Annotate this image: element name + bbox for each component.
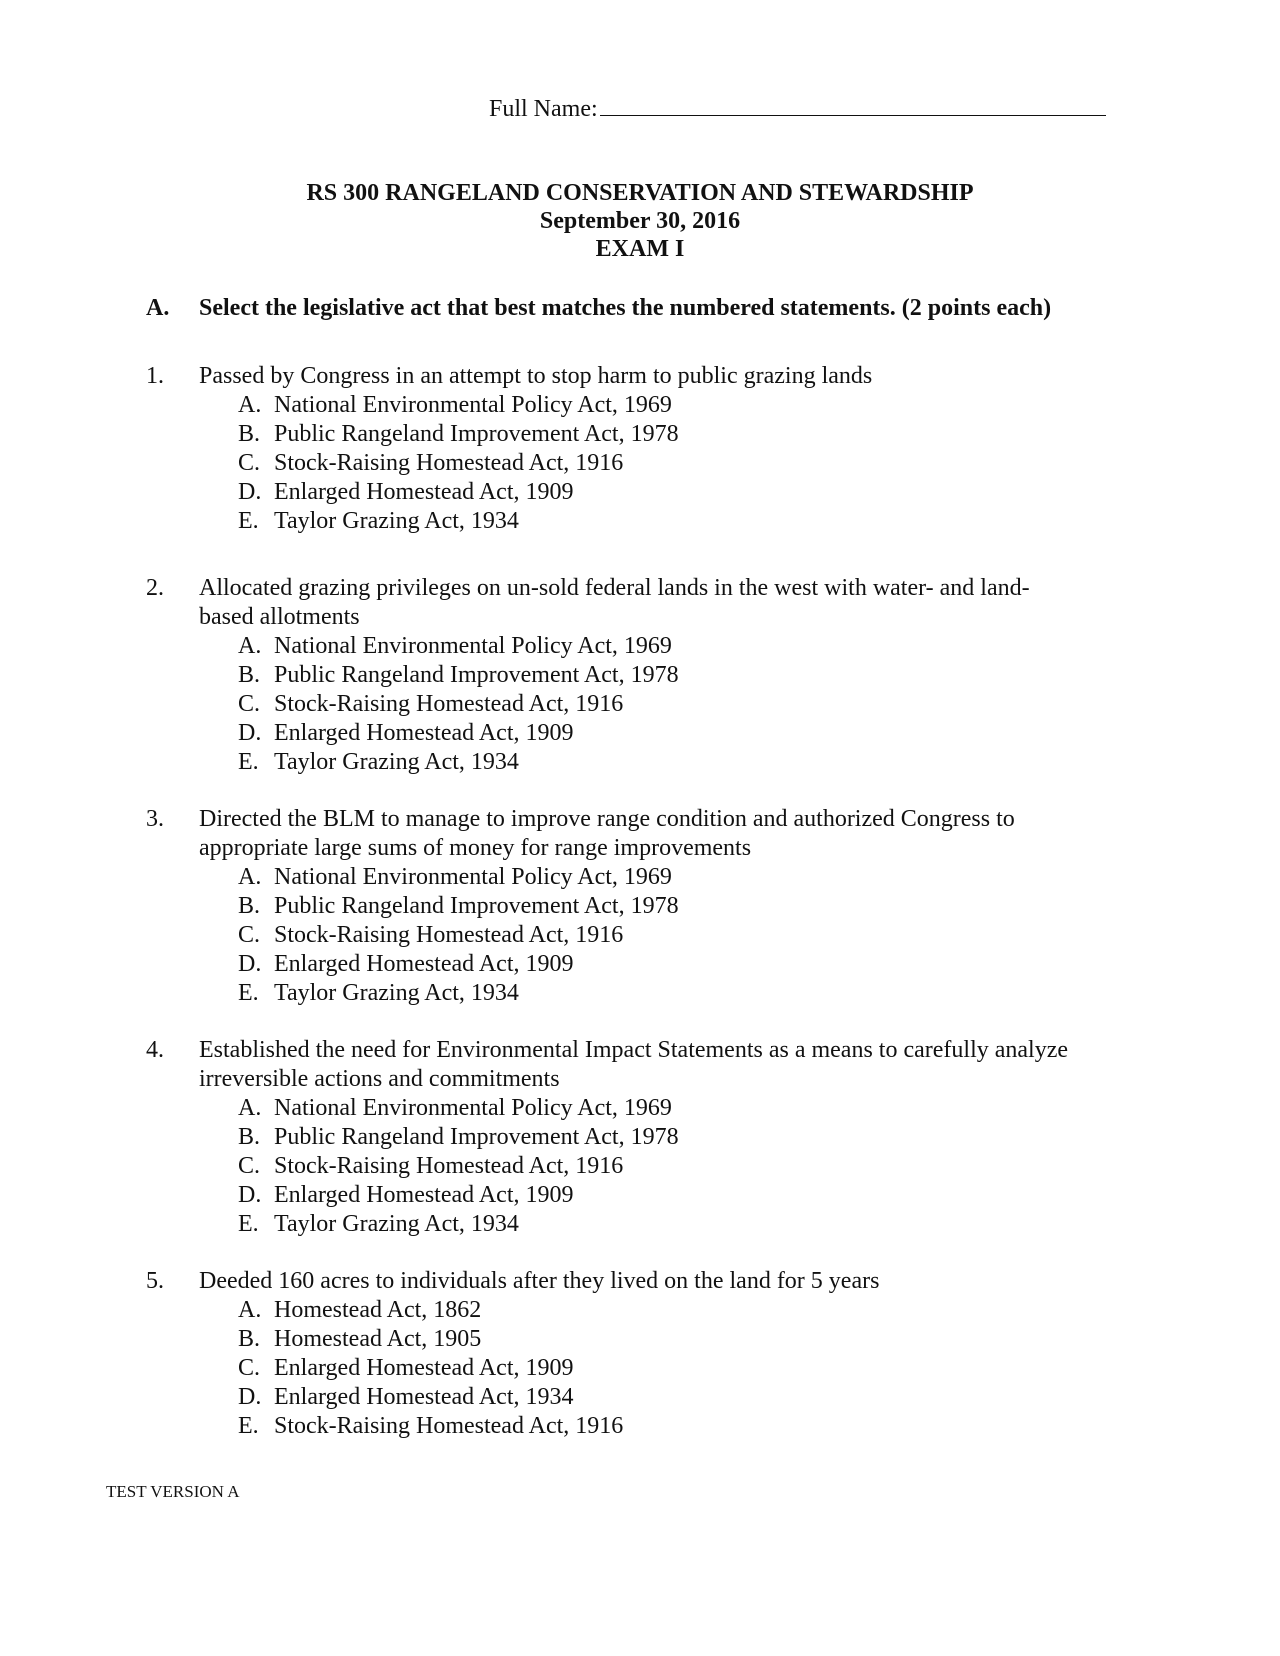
option-text: Homestead Act, 1905 bbox=[274, 1326, 482, 1352]
exam-date: September 30, 2016 bbox=[539, 208, 741, 234]
option-text: Homestead Act, 1862 bbox=[274, 1297, 482, 1323]
option-letter: D. bbox=[238, 951, 262, 977]
exam-header bbox=[0, 179, 1280, 263]
option-letter: E. bbox=[238, 1211, 259, 1237]
option-e[interactable] bbox=[238, 979, 1079, 1008]
option-text: Public Rangeland Improvement Act, 1978 bbox=[274, 1124, 679, 1150]
option-letter: B. bbox=[238, 893, 261, 919]
option-letter: A. bbox=[238, 1095, 262, 1121]
option-text: Stock-Raising Homestead Act, 1916 bbox=[274, 1153, 624, 1179]
option-a[interactable] bbox=[238, 1296, 1079, 1325]
question-number: 5. bbox=[146, 1268, 164, 1294]
question-stem: Deeded 160 acres to individuals after they lived on the land for 5 years bbox=[199, 1268, 880, 1294]
option-b[interactable] bbox=[238, 661, 1079, 690]
question-stem: Passed by Congress in an attempt to stop harm to public grazing lands bbox=[199, 363, 873, 389]
option-letter: D. bbox=[238, 720, 262, 746]
question-2 bbox=[146, 574, 1079, 777]
option-c[interactable] bbox=[238, 1354, 1079, 1383]
test-version-footer: TEST VERSION A bbox=[106, 1482, 240, 1501]
option-text: Enlarged Homestead Act, 1934 bbox=[274, 1384, 574, 1410]
question-number: 4. bbox=[146, 1037, 164, 1063]
option-a[interactable] bbox=[238, 391, 1079, 420]
full-name-label: Full Name: bbox=[489, 96, 598, 122]
option-e[interactable] bbox=[238, 507, 1079, 536]
question-4 bbox=[146, 1036, 1079, 1239]
question-number: 2. bbox=[146, 575, 164, 601]
option-d[interactable] bbox=[238, 1181, 1079, 1210]
option-text: Stock-Raising Homestead Act, 1916 bbox=[274, 691, 624, 717]
option-letter: D. bbox=[238, 479, 262, 505]
question-1 bbox=[146, 362, 1079, 536]
option-letter: A. bbox=[238, 1297, 262, 1323]
option-letter: E. bbox=[238, 749, 259, 775]
option-d[interactable] bbox=[238, 1383, 1079, 1412]
question-stem: Established the need for Environmental Impact Statements as a means to carefully analyze irreversible actions and commitments bbox=[199, 1037, 1069, 1092]
option-letter: E. bbox=[238, 1413, 259, 1439]
option-e[interactable] bbox=[238, 1210, 1079, 1239]
option-text: Taylor Grazing Act, 1934 bbox=[274, 1211, 519, 1237]
option-letter: B. bbox=[238, 1124, 261, 1150]
option-letter: C. bbox=[238, 922, 261, 948]
option-text: Public Rangeland Improvement Act, 1978 bbox=[274, 893, 679, 919]
question-stem: Allocated grazing privileges on un-sold federal lands in the west with water- and land-based allotments bbox=[199, 575, 1030, 630]
option-list bbox=[238, 1296, 1079, 1441]
option-text: Enlarged Homestead Act, 1909 bbox=[274, 951, 574, 977]
question-3 bbox=[146, 805, 1079, 1008]
option-text: Taylor Grazing Act, 1934 bbox=[274, 508, 519, 534]
option-d[interactable] bbox=[238, 719, 1079, 748]
section-instruction: Select the legislative act that best matches the numbered statements. (2 points each) bbox=[199, 295, 1052, 321]
option-letter: C. bbox=[238, 691, 261, 717]
option-c[interactable] bbox=[238, 690, 1079, 719]
option-text: National Environmental Policy Act, 1969 bbox=[274, 392, 672, 418]
option-letter: A. bbox=[238, 633, 262, 659]
option-letter: A. bbox=[238, 392, 262, 418]
option-letter: C. bbox=[238, 1153, 261, 1179]
option-c[interactable] bbox=[238, 449, 1079, 478]
option-letter: E. bbox=[238, 508, 259, 534]
option-c[interactable] bbox=[238, 921, 1079, 950]
option-letter: B. bbox=[238, 421, 261, 447]
question-number: 1. bbox=[146, 363, 164, 389]
option-text: Public Rangeland Improvement Act, 1978 bbox=[274, 662, 679, 688]
full-name-blank-line[interactable] bbox=[600, 97, 1106, 116]
option-text: Enlarged Homestead Act, 1909 bbox=[274, 1182, 574, 1208]
option-d[interactable] bbox=[238, 950, 1079, 979]
option-text: Enlarged Homestead Act, 1909 bbox=[274, 1355, 574, 1381]
option-letter: C. bbox=[238, 450, 261, 476]
option-b[interactable] bbox=[238, 1123, 1079, 1152]
option-text: Taylor Grazing Act, 1934 bbox=[274, 749, 519, 775]
option-text: Stock-Raising Homestead Act, 1916 bbox=[274, 1413, 624, 1439]
option-c[interactable] bbox=[238, 1152, 1079, 1181]
exam-title: EXAM I bbox=[595, 236, 685, 262]
option-b[interactable] bbox=[238, 892, 1079, 921]
full-name-field bbox=[489, 96, 1106, 123]
option-text: National Environmental Policy Act, 1969 bbox=[274, 633, 672, 659]
option-letter: C. bbox=[238, 1355, 261, 1381]
option-text: Enlarged Homestead Act, 1909 bbox=[274, 720, 574, 746]
question-number: 3. bbox=[146, 806, 164, 832]
section-letter: A. bbox=[146, 295, 170, 321]
course-title: RS 300 RANGELAND CONSERVATION AND STEWARDSHIP bbox=[306, 180, 974, 206]
option-text: Public Rangeland Improvement Act, 1978 bbox=[274, 421, 679, 447]
option-a[interactable] bbox=[238, 1094, 1079, 1123]
option-letter: D. bbox=[238, 1182, 262, 1208]
option-list bbox=[238, 1094, 1079, 1239]
option-text: Taylor Grazing Act, 1934 bbox=[274, 980, 519, 1006]
option-b[interactable] bbox=[238, 420, 1079, 449]
option-d[interactable] bbox=[238, 478, 1079, 507]
option-list bbox=[238, 632, 1079, 777]
option-text: Stock-Raising Homestead Act, 1916 bbox=[274, 922, 624, 948]
option-text: Enlarged Homestead Act, 1909 bbox=[274, 479, 574, 505]
option-a[interactable] bbox=[238, 863, 1079, 892]
section-a-heading bbox=[146, 295, 1051, 322]
option-list bbox=[238, 863, 1079, 1008]
option-letter: B. bbox=[238, 1326, 261, 1352]
option-b[interactable] bbox=[238, 1325, 1079, 1354]
question-5 bbox=[146, 1267, 1079, 1441]
option-a[interactable] bbox=[238, 632, 1079, 661]
option-text: National Environmental Policy Act, 1969 bbox=[274, 864, 672, 890]
option-e[interactable] bbox=[238, 1412, 1079, 1441]
option-letter: D. bbox=[238, 1384, 262, 1410]
option-letter: E. bbox=[238, 980, 259, 1006]
option-letter: A. bbox=[238, 864, 262, 890]
option-text: National Environmental Policy Act, 1969 bbox=[274, 1095, 672, 1121]
question-stem: Directed the BLM to manage to improve range condition and authorized Congress to appropriate large sums of money for range improvements bbox=[199, 806, 1015, 861]
option-e[interactable] bbox=[238, 748, 1079, 777]
option-text: Stock-Raising Homestead Act, 1916 bbox=[274, 450, 624, 476]
option-list bbox=[238, 391, 1079, 536]
option-letter: B. bbox=[238, 662, 261, 688]
